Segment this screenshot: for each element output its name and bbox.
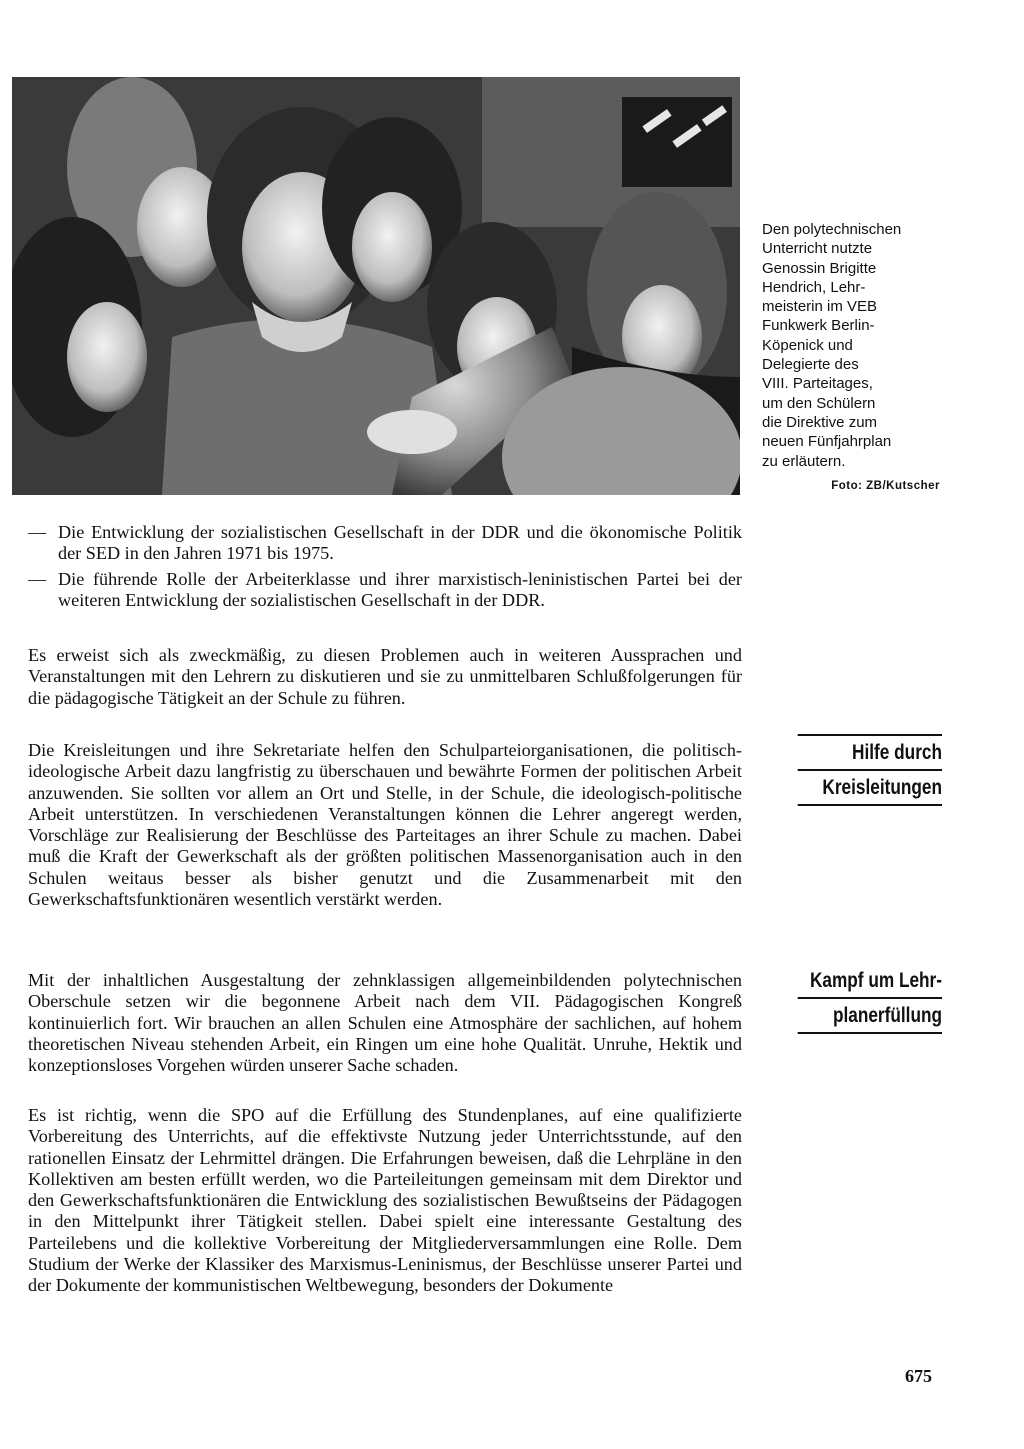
dash-bullet: — [28,568,47,589]
side-heading-kreisleitungen [798,734,942,806]
caption-line: Delegierte des [762,356,859,374]
dash-bullet: — [28,522,47,542]
caption-line: meisterin im VEB [762,298,878,316]
page-number: 675 [905,1366,932,1386]
paragraph-text: Es ist richtig, wenn die SPO auf die Erfüllung des Stundenplanes, auf eine qualifizierte Vorbereitung des Unterrichts, auf die effektivste Nutzung jeder Unterrichtsstunde, auf den rationellen Einsatz der Lehrmittel drängen. Die Erfahrungen beweisen, daß die Lehrpläne in den Kollektiven am besten erfüllt werden, wo die Parteileitungen gemeinsam mit dem Direktor und den Gewerkschaftsfunktionären die Entwicklung des sozialistischen Bewußtseins der Pädagogen in den Mittelpunkt ihrer Tätigkeit stellen. Dabei spielt eine interessante Gestaltung des Parteilebens und die kollektive Vorbereitung der Mitgliederversammlungen eine Rolle. Dem Studium der Werke der Klassiker des Marxismus-Leninismus, der Beschlüsse unserer Partei und der Dokumente der kommunistischen Weltbewegung, besonders der Dokumente [28,1105,742,1296]
photo-illustration [12,77,740,495]
heading-line: planerfüllung [832,1004,942,1027]
heading-rule [798,804,942,806]
list-item [28,569,742,612]
caption-line: Unterricht nutzte [762,240,873,258]
caption-line: um den Schülern [762,394,876,412]
heading-rule [798,1032,942,1034]
heading-line: Kreisleitungen [822,776,942,799]
paragraph-text: Die Kreisleitungen und ihre Sekretariate helfen den Schulparteiorganisationen, die politisch-ideologische Arbeit dazu langfristig zu überschauen und bewährte Formen der politischen Arbeit anzuwenden. Sie sollten vor allem an Ort und Stelle, in der Schule, die ideologisch-politische Arbeit unterstützen. In verschiedenen Veranstaltungen können die Lehrer angeregt werden, Vorschläge zur Realisierung der Beschlüsse des Parteitages an ihrer Schule zu machen. Dabei muß die Kraft der Gewerkschaft als der größten politischen Massenorganisation auch in den Schulen weitaus besser als bisher genutzt und die Zusammenarbeit mit den Gewerkschaftsfunktionären wesentlich verstärkt werden. [28,740,742,910]
side-heading-planerfuellung [798,964,942,1034]
caption-line: Genossin Brigitte [762,259,877,277]
caption-line: Köpenick und [762,336,853,354]
paragraph-text: Mit der inhaltlichen Ausgestaltung der zehnklassigen allgemeinbildenden polytechnischen Oberschule setzen wir die begonnene Arbeit nach dem VII. Pädagogischen Kongreß kontinuierlich fort. Wir brauchen an allen Schulen eine Atmosphäre der sachlichen, auf hohem theoretischen Niveau stehenden Arbeit, ein Ringen um eine hohe Qualität. Unruhe, Hektik und konzeptionsloses Vorgehen würden unserer Sache schaden. [28,970,742,1076]
caption-line: Hendrich, Lehr- [762,278,866,296]
photo [12,77,740,495]
photo-caption [762,220,942,471]
photo-credit: Foto: ZB/Kutscher [831,480,940,492]
paragraph [28,1105,742,1297]
paragraph [28,970,742,1076]
caption-line: die Direktive zum [762,413,878,431]
heading-line: Kampf um Lehr- [809,969,942,992]
caption-line: Den polytechnischen [762,221,902,238]
caption-line: VIII. Parteitages, [762,375,873,393]
dash-list [28,522,742,615]
list-item-text: Die Entwicklung der sozialistischen Gesellschaft in der DDR und die ökonomische Politik der SED in den Jahren 1971 bis 1975. [58,522,742,564]
paragraph-text: Es erweist sich als zweckmäßig, zu diesen Problemen auch in weiteren Aussprachen und Veranstaltungen mit den Lehrern zu diskutieren und sie zu unmittelbaren Schlußfolgerungen für die pädagogische Tätigkeit an der Schule zu führen. [28,645,742,708]
caption-line: Funkwerk Berlin- [762,317,875,335]
caption-line: neuen Fünfjahrplan [762,433,892,451]
paragraph [28,740,742,910]
caption-line: zu erläutern. [762,452,846,470]
list-item-text: Die führende Rolle der Arbeiterklasse und ihrer marxistisch-leninistischen Partei bei der weiteren Entwicklung der sozialistischen Gesellschaft in der DDR. [58,568,742,610]
list-item [28,522,742,565]
heading-line: Hilfe durch [852,741,942,764]
paragraph [28,645,742,709]
